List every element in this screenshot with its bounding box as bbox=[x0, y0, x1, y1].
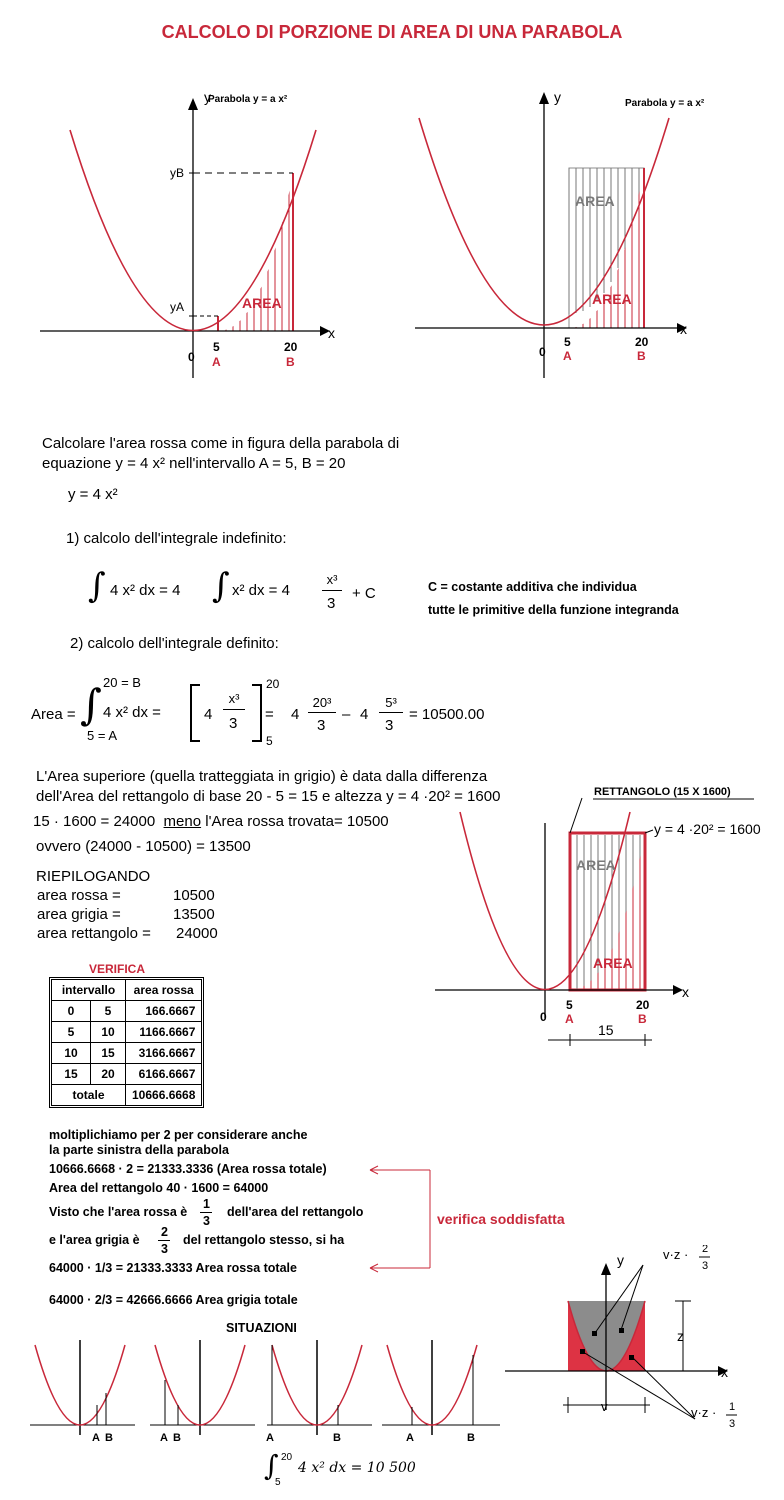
bracket-right bbox=[252, 684, 262, 742]
figure1-caption: Parabola y = a x² bbox=[208, 94, 288, 105]
x-axis-label: x bbox=[721, 1364, 728, 1380]
top-den: 3 bbox=[702, 1260, 709, 1272]
bot-label: v·z · bbox=[691, 1405, 717, 1420]
sit2-b: B bbox=[173, 1432, 181, 1444]
situazioni-upper: 20 bbox=[281, 1452, 293, 1463]
figure2-caption: Parabola y = a x² bbox=[625, 98, 705, 109]
eq-label: y = 4 ·20² = 1600 bbox=[654, 821, 761, 837]
step1-heading: 1) calcolo dell'integrale indefinito: bbox=[66, 530, 287, 547]
summary-heading: RIEPILOGANDO bbox=[36, 868, 151, 885]
intro-line-1: Calcolare l'area rossa come in figura della parabola di bbox=[42, 435, 400, 452]
z-label: z bbox=[677, 1328, 684, 1344]
label-a: A bbox=[563, 349, 572, 363]
top-label: v·z · bbox=[663, 1247, 689, 1262]
tick-a: 5 bbox=[213, 340, 220, 354]
tick-b: 20 bbox=[636, 998, 650, 1012]
check-line-7: 64000 · 1/3 = 21333.3333 Area rossa totale bbox=[49, 1261, 297, 1275]
check-line-5b: dell'area del rettangolo bbox=[227, 1205, 364, 1219]
check-line-8: 64000 · 2/3 = 42666.6666 Area grigia totale bbox=[49, 1293, 298, 1307]
frac-bar bbox=[322, 590, 342, 591]
upper-line-3 bbox=[33, 813, 389, 830]
check-line-6b: del rettangolo stesso, si ha bbox=[183, 1233, 345, 1247]
integral-lower: 5 = A bbox=[87, 728, 117, 743]
check-line-2: la parte sinistra della parabola bbox=[49, 1143, 229, 1157]
integral-sign: ∫ bbox=[88, 566, 106, 606]
check-l5-num: 1 bbox=[203, 1197, 210, 1211]
upper-line-2: dell'Area del rettangolo di base 20 - 5 = 15 e altezza y = 4 ·20² = 1600 bbox=[36, 788, 501, 805]
upper-line-3a: 15 · 1600 = 24000 bbox=[33, 813, 156, 830]
page-title: CALCOLO DI PORZIONE DI AREA DI UNA PARABOLA bbox=[161, 22, 623, 42]
bracket-num: x³ bbox=[228, 691, 240, 706]
red-area-label: AREA bbox=[592, 291, 632, 307]
y-axis-label: y bbox=[617, 1252, 624, 1268]
base-label: 15 bbox=[598, 1022, 614, 1038]
x-axis-label: x bbox=[680, 321, 687, 337]
situazioni-graphs bbox=[30, 1335, 500, 1445]
function-label: y = 4 x² bbox=[68, 486, 118, 503]
figure-parabola-grey-area bbox=[415, 88, 784, 378]
bracket-sub: 5 bbox=[266, 734, 273, 748]
situazioni-integral: 4 x² dx = 10 500 bbox=[298, 1460, 416, 1476]
integral-upper: 20 = B bbox=[103, 675, 141, 690]
table-total-row: totale 10666.6668 bbox=[52, 1085, 202, 1106]
term1-den: 3 bbox=[317, 717, 326, 734]
minus: – bbox=[342, 706, 351, 723]
check-l6-num: 2 bbox=[161, 1225, 168, 1239]
check-l5-den: 3 bbox=[203, 1214, 210, 1228]
sit2-a: A bbox=[160, 1432, 168, 1444]
step2-heading: 2) calcolo dell'integrale definito: bbox=[70, 635, 279, 652]
check-line-6a: e l'area grigia è bbox=[49, 1233, 140, 1247]
verifica-table bbox=[51, 979, 202, 1106]
verifica-table-wrap bbox=[49, 977, 204, 1108]
table-row: 10 15 3166.6667 bbox=[52, 1043, 202, 1064]
origin-label: 0 bbox=[540, 1010, 547, 1024]
verifica-title: VERIFICA bbox=[89, 962, 146, 976]
check-line-3: 10666.6668 · 2 = 21333.3336 (Area rossa totale) bbox=[49, 1162, 327, 1176]
sit3-a: A bbox=[266, 1432, 274, 1444]
top-num: 2 bbox=[702, 1245, 709, 1255]
check-l6-den: 3 bbox=[161, 1242, 168, 1256]
sit1-b: B bbox=[105, 1432, 113, 1444]
figure-rectangle-area bbox=[430, 778, 784, 1048]
equals: = bbox=[265, 706, 274, 723]
result: = 10500.00 bbox=[409, 706, 485, 723]
term2-num: 5³ bbox=[385, 695, 397, 710]
ya-label: yA bbox=[170, 300, 185, 314]
frac-den: 3 bbox=[327, 595, 336, 612]
yb-label: yB bbox=[170, 166, 185, 180]
step2-integrand: 4 x² dx = bbox=[103, 704, 161, 721]
bracket-left bbox=[190, 684, 200, 742]
upper-line-3b: meno bbox=[163, 813, 202, 830]
term2-coef: 4 bbox=[360, 706, 369, 723]
note-1: C = costante additiva che individua bbox=[428, 580, 637, 594]
summary-value-0: 10500 bbox=[173, 887, 215, 904]
check-line-5a: Visto che l'area rossa è bbox=[49, 1205, 188, 1219]
bracket-sup: 20 bbox=[266, 677, 280, 691]
check-line-1: moltiplichiamo per 2 per considerare anche bbox=[49, 1128, 308, 1142]
label-a: A bbox=[212, 355, 221, 369]
integral-sign: ∫ bbox=[80, 680, 102, 729]
frac-num: x³ bbox=[326, 572, 338, 587]
grey-area-label: AREA bbox=[576, 857, 616, 873]
integral-sign: ∫ bbox=[264, 1449, 279, 1482]
origin-label: 0 bbox=[188, 350, 195, 364]
red-area-label: AREA bbox=[593, 955, 633, 971]
check-arrows bbox=[360, 1160, 440, 1280]
sit4-b: B bbox=[467, 1432, 475, 1444]
situazioni-lower: 5 bbox=[275, 1477, 281, 1488]
bracket-coef: 4 bbox=[204, 706, 213, 723]
label-b: B bbox=[638, 1012, 647, 1026]
upper-line-4: ovvero (24000 - 10500) = 13500 bbox=[36, 838, 251, 855]
tick-b: 20 bbox=[284, 340, 298, 354]
summary-value-2: 24000 bbox=[176, 925, 218, 942]
tick-b: 20 bbox=[635, 335, 649, 349]
area-label: AREA bbox=[242, 295, 282, 311]
sit4-a: A bbox=[406, 1432, 414, 1444]
label-b: B bbox=[286, 355, 295, 369]
tick-a: 5 bbox=[564, 335, 571, 349]
intro-line-2: equazione y = 4 x² nell'intervallo A = 5, B = 20 bbox=[42, 455, 346, 472]
note-2: tutte le primitive della funzione integranda bbox=[428, 603, 679, 617]
summary-label-2: area rettangolo = bbox=[37, 925, 151, 942]
label-a: A bbox=[565, 1012, 574, 1026]
table-row: 0 5 166.6667 bbox=[52, 1001, 202, 1022]
upper-line-3c: l'Area rossa trovata= 10500 bbox=[205, 813, 389, 830]
v-label: v bbox=[601, 1399, 608, 1414]
frac-bar bbox=[223, 709, 245, 710]
plus-c: + C bbox=[352, 585, 376, 602]
step1-integrand-1: 4 x² dx = 4 bbox=[110, 582, 181, 599]
area-eq: Area = bbox=[31, 706, 76, 723]
frac-bar bbox=[379, 712, 403, 713]
term1-coef: 4 bbox=[291, 706, 300, 723]
summary-label-0: area rossa = bbox=[37, 887, 121, 904]
origin-label: 0 bbox=[539, 345, 546, 359]
figure-parabola-area bbox=[40, 88, 420, 378]
summary-value-1: 13500 bbox=[173, 906, 215, 923]
situazioni-title: SITUAZIONI bbox=[226, 1321, 297, 1335]
table-row: 15 20 6166.6667 bbox=[52, 1064, 202, 1085]
table-row: 5 10 1166.6667 bbox=[52, 1022, 202, 1043]
y-axis-label: y bbox=[554, 89, 561, 105]
bot-den: 3 bbox=[729, 1418, 736, 1430]
frac-bar bbox=[200, 1212, 212, 1213]
x-axis-label: x bbox=[328, 325, 335, 341]
check-line-4: Area del rettangolo 40 · 1600 = 64000 bbox=[49, 1181, 269, 1195]
bot-num: 1 bbox=[729, 1401, 736, 1413]
label-b: B bbox=[637, 349, 646, 363]
term2-den: 3 bbox=[385, 717, 394, 734]
step1-integrand-2: x² dx = 4 bbox=[232, 582, 290, 599]
frac-bar bbox=[308, 712, 336, 713]
upper-line-1: L'Area superiore (quella tratteggiata in grigio) è data dalla differenza bbox=[36, 768, 488, 785]
summary-label-1: area grigia = bbox=[37, 906, 121, 923]
sit3-b: B bbox=[333, 1432, 341, 1444]
grey-area-label: AREA bbox=[575, 193, 615, 209]
table-header: intervallo bbox=[52, 980, 126, 1001]
figure-ratio-diagram bbox=[505, 1245, 784, 1435]
integral-sign: ∫ bbox=[212, 566, 230, 606]
bracket-den: 3 bbox=[229, 715, 238, 732]
sit1-a: A bbox=[92, 1432, 100, 1444]
term1-num: 20³ bbox=[312, 695, 332, 710]
rect-label: RETTANGOLO (15 X 1600) bbox=[594, 786, 731, 798]
frac-bar bbox=[158, 1240, 170, 1241]
table-header: area rossa bbox=[126, 980, 202, 1001]
x-axis-label: x bbox=[682, 984, 689, 1000]
tick-a: 5 bbox=[566, 998, 573, 1012]
y-axis-label: y bbox=[204, 89, 211, 105]
check-ok: verifica soddisfatta bbox=[437, 1211, 565, 1227]
